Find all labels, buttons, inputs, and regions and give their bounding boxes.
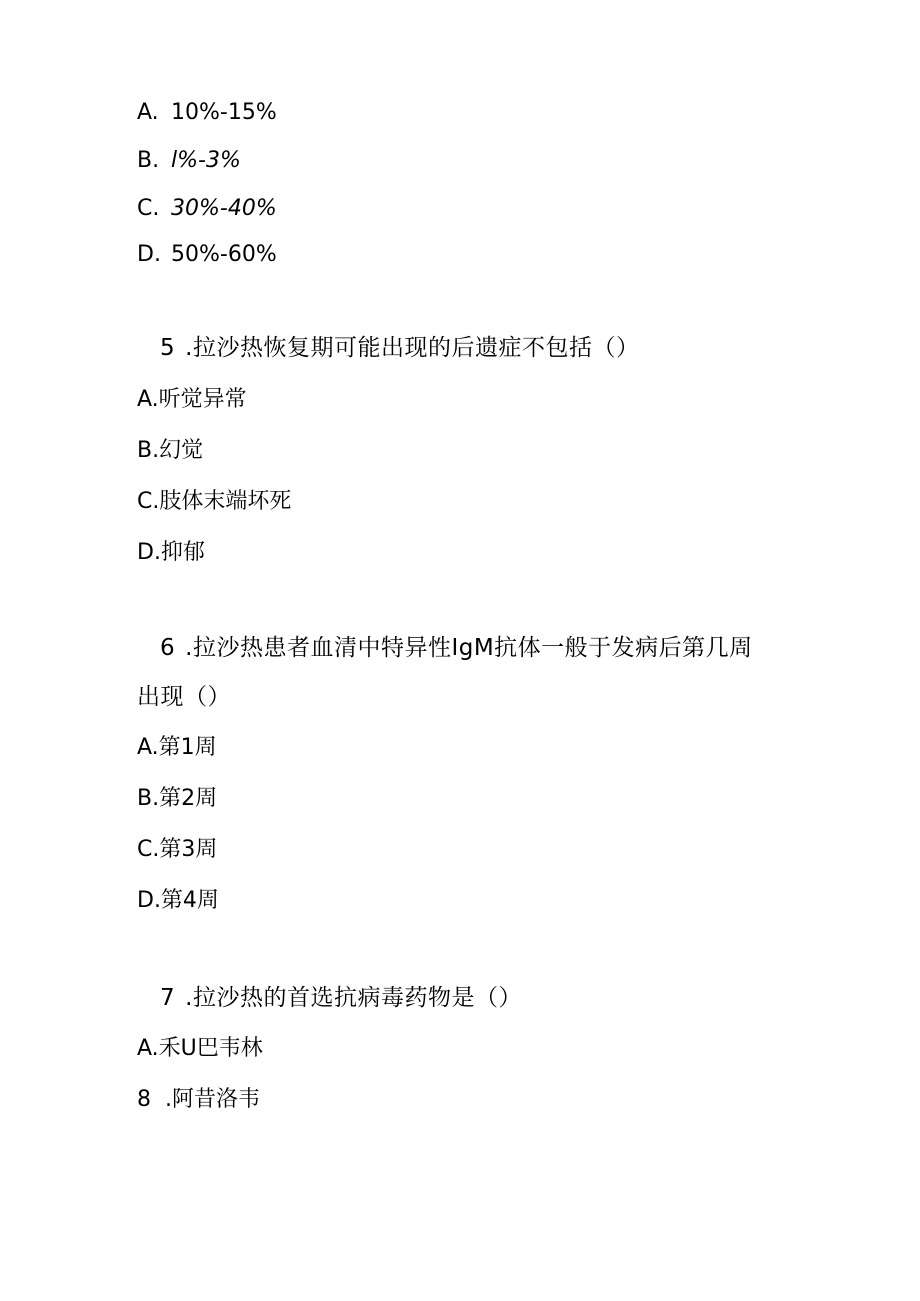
q4-option-d-letter: D. <box>137 242 161 267</box>
q5-option-d: D.抑郁 <box>137 540 205 565</box>
q7-option-a: A.禾U巴韦林 <box>137 1036 263 1061</box>
q6-number: 6 <box>160 635 176 661</box>
q6-option-d: D.第4周 <box>137 888 219 913</box>
q5-option-b: B.幻觉 <box>137 438 204 463</box>
q5-text: .拉沙热恢复期可能出现的后遗症不包括（） <box>185 335 640 361</box>
q4-option-a <box>137 98 277 128</box>
q4-option-b <box>137 146 241 176</box>
q7-stem <box>160 983 522 1013</box>
q7-number: 7 <box>160 985 176 1011</box>
q6-option-a: A.第1周 <box>137 735 217 760</box>
q4-option-d <box>137 240 277 270</box>
q4-option-a-text: 10%-15% <box>171 100 277 125</box>
q6-stem-line2: 出现（） <box>137 684 231 710</box>
q4-option-c <box>137 194 277 224</box>
q5-number: 5 <box>160 335 176 361</box>
q5-option-c: C.肢体末端坏死 <box>137 489 292 514</box>
q5-stem <box>160 333 639 363</box>
q4-option-d-text: 50%-60% <box>171 242 277 267</box>
q4-option-b-letter: B. <box>137 148 160 173</box>
q6-text-line1: .拉沙热患者血清中特异性IgM抗体一般于发病后第几周 <box>185 635 753 661</box>
q4-option-c-text: 30%-40% <box>171 196 277 221</box>
q6-stem-line1 <box>160 633 753 663</box>
q6-option-c: C.第3周 <box>137 837 218 862</box>
q7-option-b: 8 .阿昔洛韦 <box>137 1087 260 1112</box>
q7-text: .拉沙热的首选抗病毒药物是（） <box>185 985 522 1011</box>
q4-option-b-text: l%-3% <box>171 148 241 173</box>
q4-option-a-letter: A. <box>137 100 159 125</box>
q5-option-a: A.听觉异常 <box>137 387 247 412</box>
q6-option-b: B.第2周 <box>137 786 218 811</box>
q4-option-c-letter: C. <box>137 196 160 221</box>
